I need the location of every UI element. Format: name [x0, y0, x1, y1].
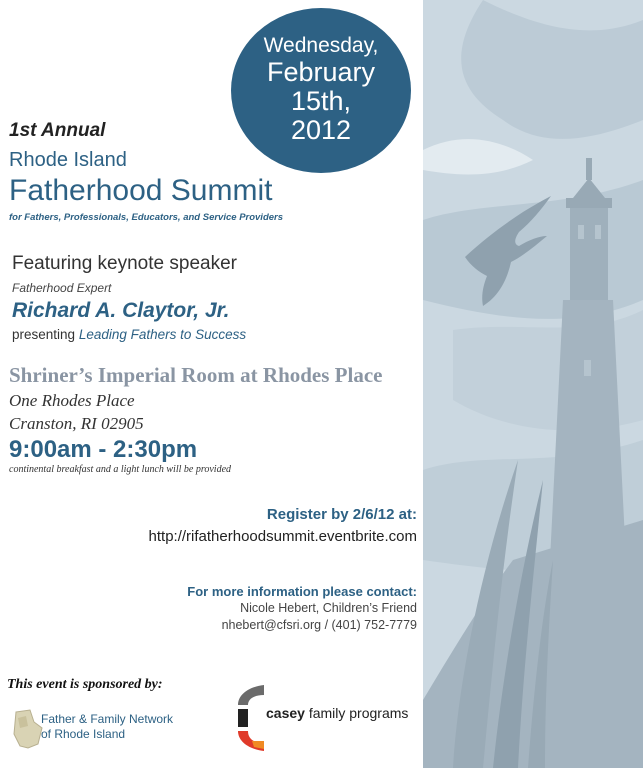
casey-logo-icon: [234, 683, 266, 753]
date-year: 2012: [290, 115, 352, 146]
keynote-presenting: [12, 327, 246, 342]
date-weekday: Wednesday,: [263, 34, 379, 58]
date-day: 15th,: [290, 86, 352, 117]
lighthouse-illustration: [423, 0, 643, 768]
register-label: Register by 2/6/12 at:: [266, 506, 417, 523]
event-audience: for Fathers, Professionals, Educators, and Service Providers: [9, 212, 284, 223]
ffn-name-line2: of Rhode Island: [41, 727, 126, 741]
keynote-intro: Featuring keynote speaker: [12, 253, 237, 274]
casey-wordmark-bold: casey: [266, 705, 305, 721]
register-link[interactable]: http://rifatherhoodsummit.eventbrite.com: [148, 528, 417, 545]
venue-address-line2: Cranston, RI 02905: [9, 414, 144, 433]
ffn-name-line1: Father & Family Network: [41, 712, 174, 726]
contact-label: For more information please contact:: [187, 584, 417, 599]
talk-title: Leading Fathers to Success: [78, 327, 247, 342]
venue-address-line1: One Rhodes Place: [9, 391, 135, 410]
presenting-prefix: presenting: [12, 327, 76, 342]
event-date-badge: [231, 8, 411, 173]
event-annual: 1st Annual: [9, 120, 106, 141]
venue-name: Shriner’s Imperial Room at Rhodes Place: [9, 363, 383, 387]
event-region: Rhode Island: [9, 149, 127, 171]
contact-person: Nicole Hebert, Children’s Friend: [240, 601, 417, 615]
meal-note: continental breakfast and a light lunch will be provided: [9, 464, 232, 475]
date-month: February: [266, 57, 376, 88]
event-title: Fatherhood Summit: [9, 174, 273, 207]
casey-wordmark-rest: family programs: [304, 705, 409, 721]
sponsors-label: This event is sponsored by:: [7, 677, 163, 692]
event-time: 9:00am - 2:30pm: [9, 436, 198, 463]
casey-wordmark: [266, 705, 408, 721]
keynote-speaker: Richard A. Claytor, Jr.: [12, 299, 230, 322]
keynote-role: Fatherhood Expert: [12, 281, 112, 295]
contact-details[interactable]: nhebert@cfsri.org / (401) 752-7779: [221, 618, 417, 632]
